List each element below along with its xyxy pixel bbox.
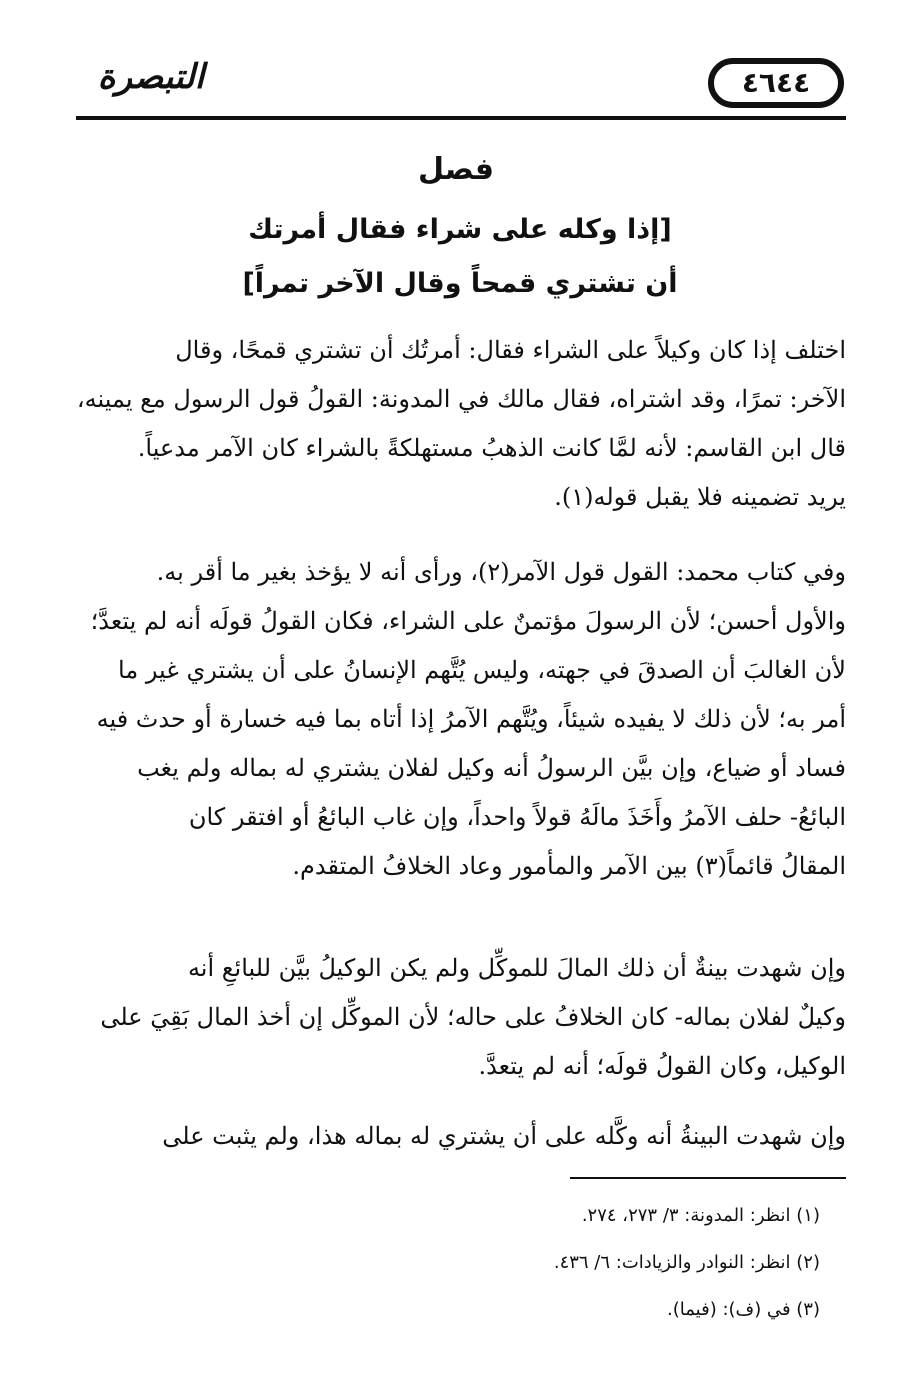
footnote-3: (٣) في (ف): (فيما). [667,1299,820,1320]
paragraph-line: والأول أحسن؛ لأن الرسولَ مؤتمنٌ على الشراء، فكان القولُ قولَه أنه لم يتعدَّ؛ [90,607,846,635]
subtitle-line-2: أن تشتري قمحاً وقال الآخر تمراً] [242,268,678,299]
header-divider [76,116,846,120]
paragraph-line: قال ابن القاسم: لأنه لمَّا كانت الذهبُ مستهلكةً بالشراء كان الآمر مدعياً. [137,434,846,462]
footnote-divider [570,1177,846,1179]
paragraph-line: وإن شهدت البينةُ أنه وكَّله على أن يشتري له بماله هذا، ولم يثبت على [162,1122,846,1150]
paragraph-line: وكيلٌ لفلان بماله- كان الخلافُ على حاله؛ لأن الموكِّل إن أخذ المال بَقِيَ على [100,1003,846,1031]
paragraph-line: لأن الغالبَ أن الصدقَ في جهته، وليس يُتَّهم الإنسانُ على أن يشتري غير ما [118,656,846,684]
footnotes [466,1192,820,1333]
page-number: ٤٦٤٤ [741,66,811,99]
page-header [76,50,846,122]
paragraph-line: أمر به؛ لأن ذلك لا يفيده شيئاً، ويُتَّهم الآمرُ إذا أتاه بما فيه خسارة أو حدث فيه [96,705,846,733]
paragraph-line: وإن شهدت بينةٌ أن ذلك المالَ للموكِّل ولم يكن الوكيلُ بيَّن للبائعِ أنه [187,954,846,982]
paragraph-line: الآخر: تمرًا، وقد اشتراه، فقال مالك في المدونة: القولُ قول الرسول مع يمينه، [76,385,846,413]
paragraph-line: اختلف إذا كان وكيلاً على الشراء فقال: أمرتُك أن تشتري قمحًا، وقال [175,336,846,364]
paragraph-line: المقالُ قائماً(٣) بين الآمر والمأمور وعاد الخلافُ المتقدم. [292,852,846,880]
paragraph-4 [76,1112,846,1161]
paragraph-line: البائعُ- حلف الآمرُ وأَخَذَ مالَهُ قولاً واحداً، وإن غاب البائعُ أو افتقر كان [188,803,846,831]
paragraph-1 [76,326,846,522]
book-title: التبصرة [97,57,205,97]
paragraph-line: فساد أو ضياع، وإن بيَّن الرسولُ أنه وكيل لفلان يشتري له بماله ولم يغب [137,754,846,782]
paragraph-line: وفي كتاب محمد: القول قول الآمر(٢)، ورأى أنه لا يؤخذ بغير ما أقر به. [156,558,846,586]
paragraph-line: يريد تضمينه فلا يقبل قوله(١). [554,483,846,511]
subtitle-line-1: [إذا وكله على شراء فقال أمرتك [248,214,672,245]
paragraph-line: الوكيل، وكان القولُ قولَه؛ أنه لم يتعدَّ. [478,1052,846,1080]
chapter-heading: فصل [418,152,494,187]
paragraph-2 [76,548,846,891]
paragraph-3 [76,944,846,1091]
footnote-2: (٢) انظر: النوادر والزيادات: ٦/ ٤٣٦. [553,1252,820,1273]
page-number-badge [708,58,844,108]
footnote-1: (١) انظر: المدونة: ٣/ ٢٧٣، ٢٧٤. [581,1205,820,1226]
